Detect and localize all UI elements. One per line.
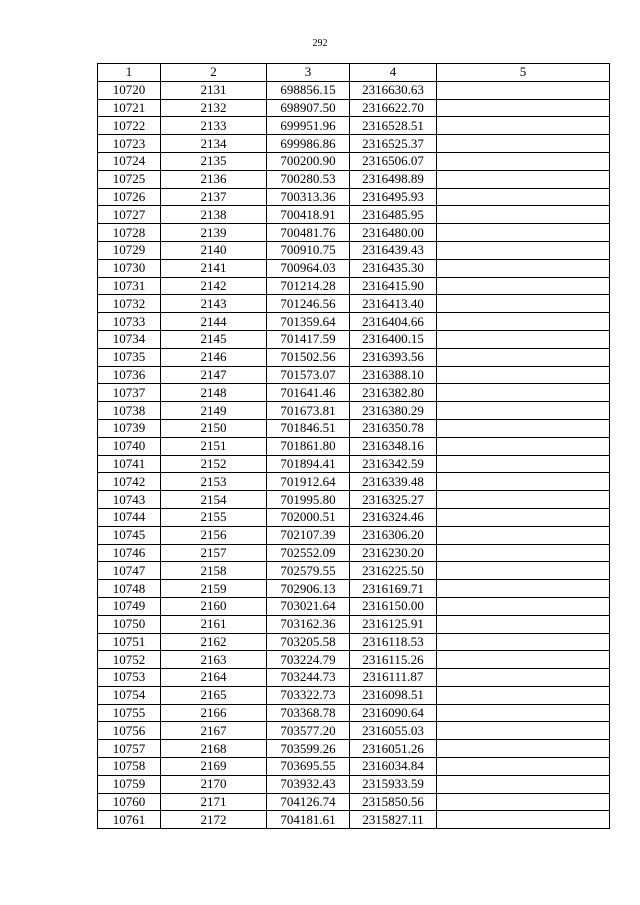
table-cell-col-5 [437,224,610,242]
table-cell-col-3: 702552.09 [267,544,350,562]
table-cell-col-3: 700313.36 [267,188,350,206]
table-cell-col-3: 703021.64 [267,597,350,615]
table-cell-col-5 [437,544,610,562]
table-cell-col-3: 699951.96 [267,117,350,135]
table-cell-col-3: 701417.59 [267,330,350,348]
table-cell-col-4: 2316115.26 [350,651,437,669]
table-cell-col-5 [437,295,610,313]
table-cell-col-3: 701912.64 [267,473,350,491]
table-cell-col-4: 2316306.20 [350,526,437,544]
table-cell-col-2: 2161 [161,615,267,633]
table-cell-col-2: 2141 [161,259,267,277]
table-cell-col-1: 10720 [98,81,161,99]
table-row [98,348,610,366]
table-cell-col-3: 701894.41 [267,455,350,473]
table-cell-col-3: 703244.73 [267,669,350,687]
table-cell-col-2: 2160 [161,597,267,615]
table-cell-col-1: 10728 [98,224,161,242]
table-cell-col-1: 10752 [98,651,161,669]
table-cell-col-2: 2164 [161,669,267,687]
table-cell-col-5 [437,81,610,99]
column-header-2: 2 [161,64,267,82]
table-row [98,544,610,562]
table-cell-col-5 [437,473,610,491]
table-cell-col-4: 2316342.59 [350,455,437,473]
table-cell-col-1: 10740 [98,437,161,455]
table-cell-col-5 [437,259,610,277]
table-cell-col-3: 700280.53 [267,170,350,188]
table-cell-col-2: 2166 [161,704,267,722]
table-row [98,597,610,615]
table-body [98,81,610,828]
table-cell-col-1: 10749 [98,597,161,615]
table-cell-col-2: 2145 [161,330,267,348]
table-cell-col-3: 703322.73 [267,686,350,704]
table-cell-col-5 [437,170,610,188]
table-cell-col-3: 702579.55 [267,562,350,580]
table-cell-col-3: 701214.28 [267,277,350,295]
table-cell-col-1: 10723 [98,135,161,153]
table-cell-col-5 [437,722,610,740]
page-number: 292 [312,38,328,49]
table-cell-col-2: 2148 [161,384,267,402]
table-cell-col-5 [437,366,610,384]
table-cell-col-5 [437,330,610,348]
table-row [98,686,610,704]
table-cell-col-2: 2147 [161,366,267,384]
table-cell-col-5 [437,597,610,615]
table-cell-col-5 [437,758,610,776]
table-row [98,402,610,420]
table-cell-col-1: 10758 [98,758,161,776]
table-row [98,473,610,491]
table-cell-col-3: 703162.36 [267,615,350,633]
table-cell-col-2: 2133 [161,117,267,135]
table-cell-col-3: 703932.43 [267,775,350,793]
table-cell-col-5 [437,526,610,544]
table-row [98,615,610,633]
table-cell-col-4: 2316169.71 [350,580,437,598]
table-cell-col-5 [437,241,610,259]
table-cell-col-3: 703599.26 [267,740,350,758]
table-cell-col-3: 700418.91 [267,206,350,224]
table-cell-col-5 [437,384,610,402]
table-cell-col-2: 2131 [161,81,267,99]
table-row [98,206,610,224]
table-cell-col-5 [437,633,610,651]
table-cell-col-1: 10754 [98,686,161,704]
column-header-5: 5 [437,64,610,82]
table-cell-col-4: 2316413.40 [350,295,437,313]
table-cell-col-2: 2154 [161,491,267,509]
table-cell-col-1: 10761 [98,811,161,829]
table-cell-col-2: 2170 [161,775,267,793]
table-cell-col-3: 701573.07 [267,366,350,384]
table-cell-col-1: 10734 [98,330,161,348]
table-row [98,491,610,509]
table-cell-col-4: 2316324.46 [350,508,437,526]
table-row [98,313,610,331]
table-cell-col-4: 2316400.15 [350,330,437,348]
table-cell-col-1: 10751 [98,633,161,651]
table-cell-col-4: 2316435.30 [350,259,437,277]
table-cell-col-5 [437,775,610,793]
table-cell-col-3: 701995.80 [267,491,350,509]
table-cell-col-2: 2137 [161,188,267,206]
table-row [98,366,610,384]
table-cell-col-2: 2144 [161,313,267,331]
table-cell-col-5 [437,206,610,224]
table-row [98,633,610,651]
table-cell-col-5 [437,152,610,170]
table-cell-col-5 [437,277,610,295]
table-cell-col-2: 2168 [161,740,267,758]
table-cell-col-3: 701673.81 [267,402,350,420]
table-cell-col-4: 2316388.10 [350,366,437,384]
table-cell-col-1: 10722 [98,117,161,135]
table-cell-col-5 [437,686,610,704]
table-cell-col-1: 10756 [98,722,161,740]
table-cell-col-5 [437,135,610,153]
table-cell-col-5 [437,811,610,829]
table-cell-col-2: 2132 [161,99,267,117]
table-row [98,704,610,722]
table-cell-col-3: 700481.76 [267,224,350,242]
table-cell-col-2: 2138 [161,206,267,224]
table-cell-col-2: 2153 [161,473,267,491]
table-row [98,188,610,206]
table-cell-col-1: 10757 [98,740,161,758]
table-cell-col-4: 2316098.51 [350,686,437,704]
table-cell-col-5 [437,651,610,669]
table-cell-col-5 [437,117,610,135]
column-header-3: 3 [267,64,350,82]
table-cell-col-2: 2135 [161,152,267,170]
table-cell-col-4: 2316339.48 [350,473,437,491]
table-cell-col-2: 2149 [161,402,267,420]
table-cell-col-4: 2316111.87 [350,669,437,687]
table-cell-col-1: 10760 [98,793,161,811]
table-cell-col-4: 2316090.64 [350,704,437,722]
table-row [98,775,610,793]
table-cell-col-2: 2157 [161,544,267,562]
table-cell-col-1: 10738 [98,402,161,420]
table-cell-col-2: 2169 [161,758,267,776]
table-cell-col-5 [437,188,610,206]
table-cell-col-4: 2316225.50 [350,562,437,580]
table-cell-col-1: 10743 [98,491,161,509]
table-cell-col-3: 700964.03 [267,259,350,277]
table-cell-col-4: 2316528.51 [350,117,437,135]
table-row [98,793,610,811]
table-cell-col-2: 2158 [161,562,267,580]
table-cell-col-1: 10727 [98,206,161,224]
table-cell-col-3: 703695.55 [267,758,350,776]
table-row [98,508,610,526]
table-row [98,330,610,348]
table-cell-col-3: 704181.61 [267,811,350,829]
table-cell-col-3: 701359.64 [267,313,350,331]
table-cell-col-1: 10745 [98,526,161,544]
table-cell-col-1: 10730 [98,259,161,277]
table-cell-col-1: 10755 [98,704,161,722]
table-cell-col-4: 2316350.78 [350,419,437,437]
table-cell-col-1: 10737 [98,384,161,402]
table-cell-col-4: 2316485.95 [350,206,437,224]
table-cell-col-5 [437,562,610,580]
table-cell-col-2: 2139 [161,224,267,242]
table-cell-col-5 [437,348,610,366]
table-row [98,117,610,135]
table-cell-col-4: 2315933.59 [350,775,437,793]
table-cell-col-2: 2143 [161,295,267,313]
table-cell-col-2: 2140 [161,241,267,259]
table-row [98,224,610,242]
table-cell-col-2: 2146 [161,348,267,366]
table-row [98,170,610,188]
table-row [98,419,610,437]
table-cell-col-4: 2316055.03 [350,722,437,740]
table-row [98,99,610,117]
table-cell-col-4: 2316393.56 [350,348,437,366]
table-cell-col-2: 2167 [161,722,267,740]
table-cell-col-3: 698856.15 [267,81,350,99]
table-cell-col-1: 10744 [98,508,161,526]
table-row [98,437,610,455]
table-cell-col-2: 2134 [161,135,267,153]
table-cell-col-2: 2172 [161,811,267,829]
coordinates-table [97,63,610,829]
table-cell-col-4: 2316404.66 [350,313,437,331]
table-cell-col-1: 10741 [98,455,161,473]
table-cell-col-1: 10746 [98,544,161,562]
table-cell-col-1: 10739 [98,419,161,437]
table-cell-col-2: 2152 [161,455,267,473]
table-cell-col-4: 2316034.84 [350,758,437,776]
table-cell-col-4: 2316051.26 [350,740,437,758]
table-cell-col-4: 2316439.43 [350,241,437,259]
table-cell-col-2: 2142 [161,277,267,295]
table-cell-col-4: 2316325.27 [350,491,437,509]
table-cell-col-1: 10759 [98,775,161,793]
table-cell-col-4: 2316150.00 [350,597,437,615]
table-cell-col-5 [437,580,610,598]
table-cell-col-2: 2156 [161,526,267,544]
table-row [98,152,610,170]
table-cell-col-2: 2150 [161,419,267,437]
table-cell-col-2: 2165 [161,686,267,704]
table-cell-col-4: 2316480.00 [350,224,437,242]
table-cell-col-5 [437,669,610,687]
table-cell-col-1: 10747 [98,562,161,580]
table-cell-col-2: 2171 [161,793,267,811]
table-cell-col-2: 2163 [161,651,267,669]
table-cell-col-3: 701861.80 [267,437,350,455]
table-cell-col-3: 704126.74 [267,793,350,811]
table-header-row [98,64,610,82]
table-cell-col-5 [437,704,610,722]
table-cell-col-2: 2159 [161,580,267,598]
table-cell-col-4: 2316498.89 [350,170,437,188]
table-cell-col-1: 10721 [98,99,161,117]
table-cell-col-3: 703205.58 [267,633,350,651]
table-cell-col-1: 10726 [98,188,161,206]
table-cell-col-1: 10733 [98,313,161,331]
table-cell-col-1: 10750 [98,615,161,633]
table-cell-col-1: 10725 [98,170,161,188]
table-cell-col-4: 2316525.37 [350,135,437,153]
table-row [98,241,610,259]
table-row [98,384,610,402]
table-cell-col-1: 10748 [98,580,161,598]
table-cell-col-5 [437,793,610,811]
table-cell-col-4: 2316380.29 [350,402,437,420]
table-cell-col-3: 703224.79 [267,651,350,669]
table-cell-col-4: 2316382.80 [350,384,437,402]
table-cell-col-4: 2316118.53 [350,633,437,651]
table-cell-col-1: 10724 [98,152,161,170]
table-row [98,758,610,776]
table-cell-col-1: 10736 [98,366,161,384]
table-cell-col-2: 2151 [161,437,267,455]
table-row [98,135,610,153]
table-cell-col-3: 699986.86 [267,135,350,153]
table-cell-col-1: 10742 [98,473,161,491]
table-cell-col-5 [437,419,610,437]
table-row [98,562,610,580]
table-cell-col-4: 2315827.11 [350,811,437,829]
table-cell-col-5 [437,615,610,633]
table-cell-col-1: 10735 [98,348,161,366]
table-cell-col-4: 2316622.70 [350,99,437,117]
table-cell-col-3: 701246.56 [267,295,350,313]
table-row [98,580,610,598]
column-header-1: 1 [98,64,161,82]
table-cell-col-1: 10732 [98,295,161,313]
table-cell-col-5 [437,455,610,473]
table-row [98,81,610,99]
table-cell-col-3: 703368.78 [267,704,350,722]
table-cell-col-5 [437,99,610,117]
table-cell-col-5 [437,437,610,455]
table-cell-col-1: 10731 [98,277,161,295]
table-cell-col-3: 700200.90 [267,152,350,170]
table-cell-col-4: 2316125.91 [350,615,437,633]
table-cell-col-3: 701846.51 [267,419,350,437]
table-cell-col-2: 2162 [161,633,267,651]
table-cell-col-4: 2316506.07 [350,152,437,170]
table-row [98,277,610,295]
table-row [98,651,610,669]
table-row [98,722,610,740]
table-cell-col-5 [437,402,610,420]
table-cell-col-5 [437,491,610,509]
table-cell-col-3: 702906.13 [267,580,350,598]
table-cell-col-4: 2316230.20 [350,544,437,562]
table-cell-col-1: 10753 [98,669,161,687]
table-cell-col-4: 2315850.56 [350,793,437,811]
table-cell-col-3: 702107.39 [267,526,350,544]
table-cell-col-3: 703577.20 [267,722,350,740]
table-cell-col-2: 2155 [161,508,267,526]
table-cell-col-5 [437,313,610,331]
table-row [98,526,610,544]
table-cell-col-5 [437,508,610,526]
column-header-4: 4 [350,64,437,82]
table-row [98,811,610,829]
table-cell-col-4: 2316348.16 [350,437,437,455]
table-cell-col-1: 10729 [98,241,161,259]
table-cell-col-4: 2316495.93 [350,188,437,206]
table-cell-col-3: 702000.51 [267,508,350,526]
table-cell-col-3: 698907.50 [267,99,350,117]
table-cell-col-4: 2316630.63 [350,81,437,99]
table-cell-col-3: 701502.56 [267,348,350,366]
table-row [98,259,610,277]
table-row [98,295,610,313]
table-cell-col-2: 2136 [161,170,267,188]
table-cell-col-3: 700910.75 [267,241,350,259]
table-row [98,669,610,687]
table-row [98,740,610,758]
table-cell-col-3: 701641.46 [267,384,350,402]
table-row [98,455,610,473]
table-cell-col-5 [437,740,610,758]
table-cell-col-4: 2316415.90 [350,277,437,295]
